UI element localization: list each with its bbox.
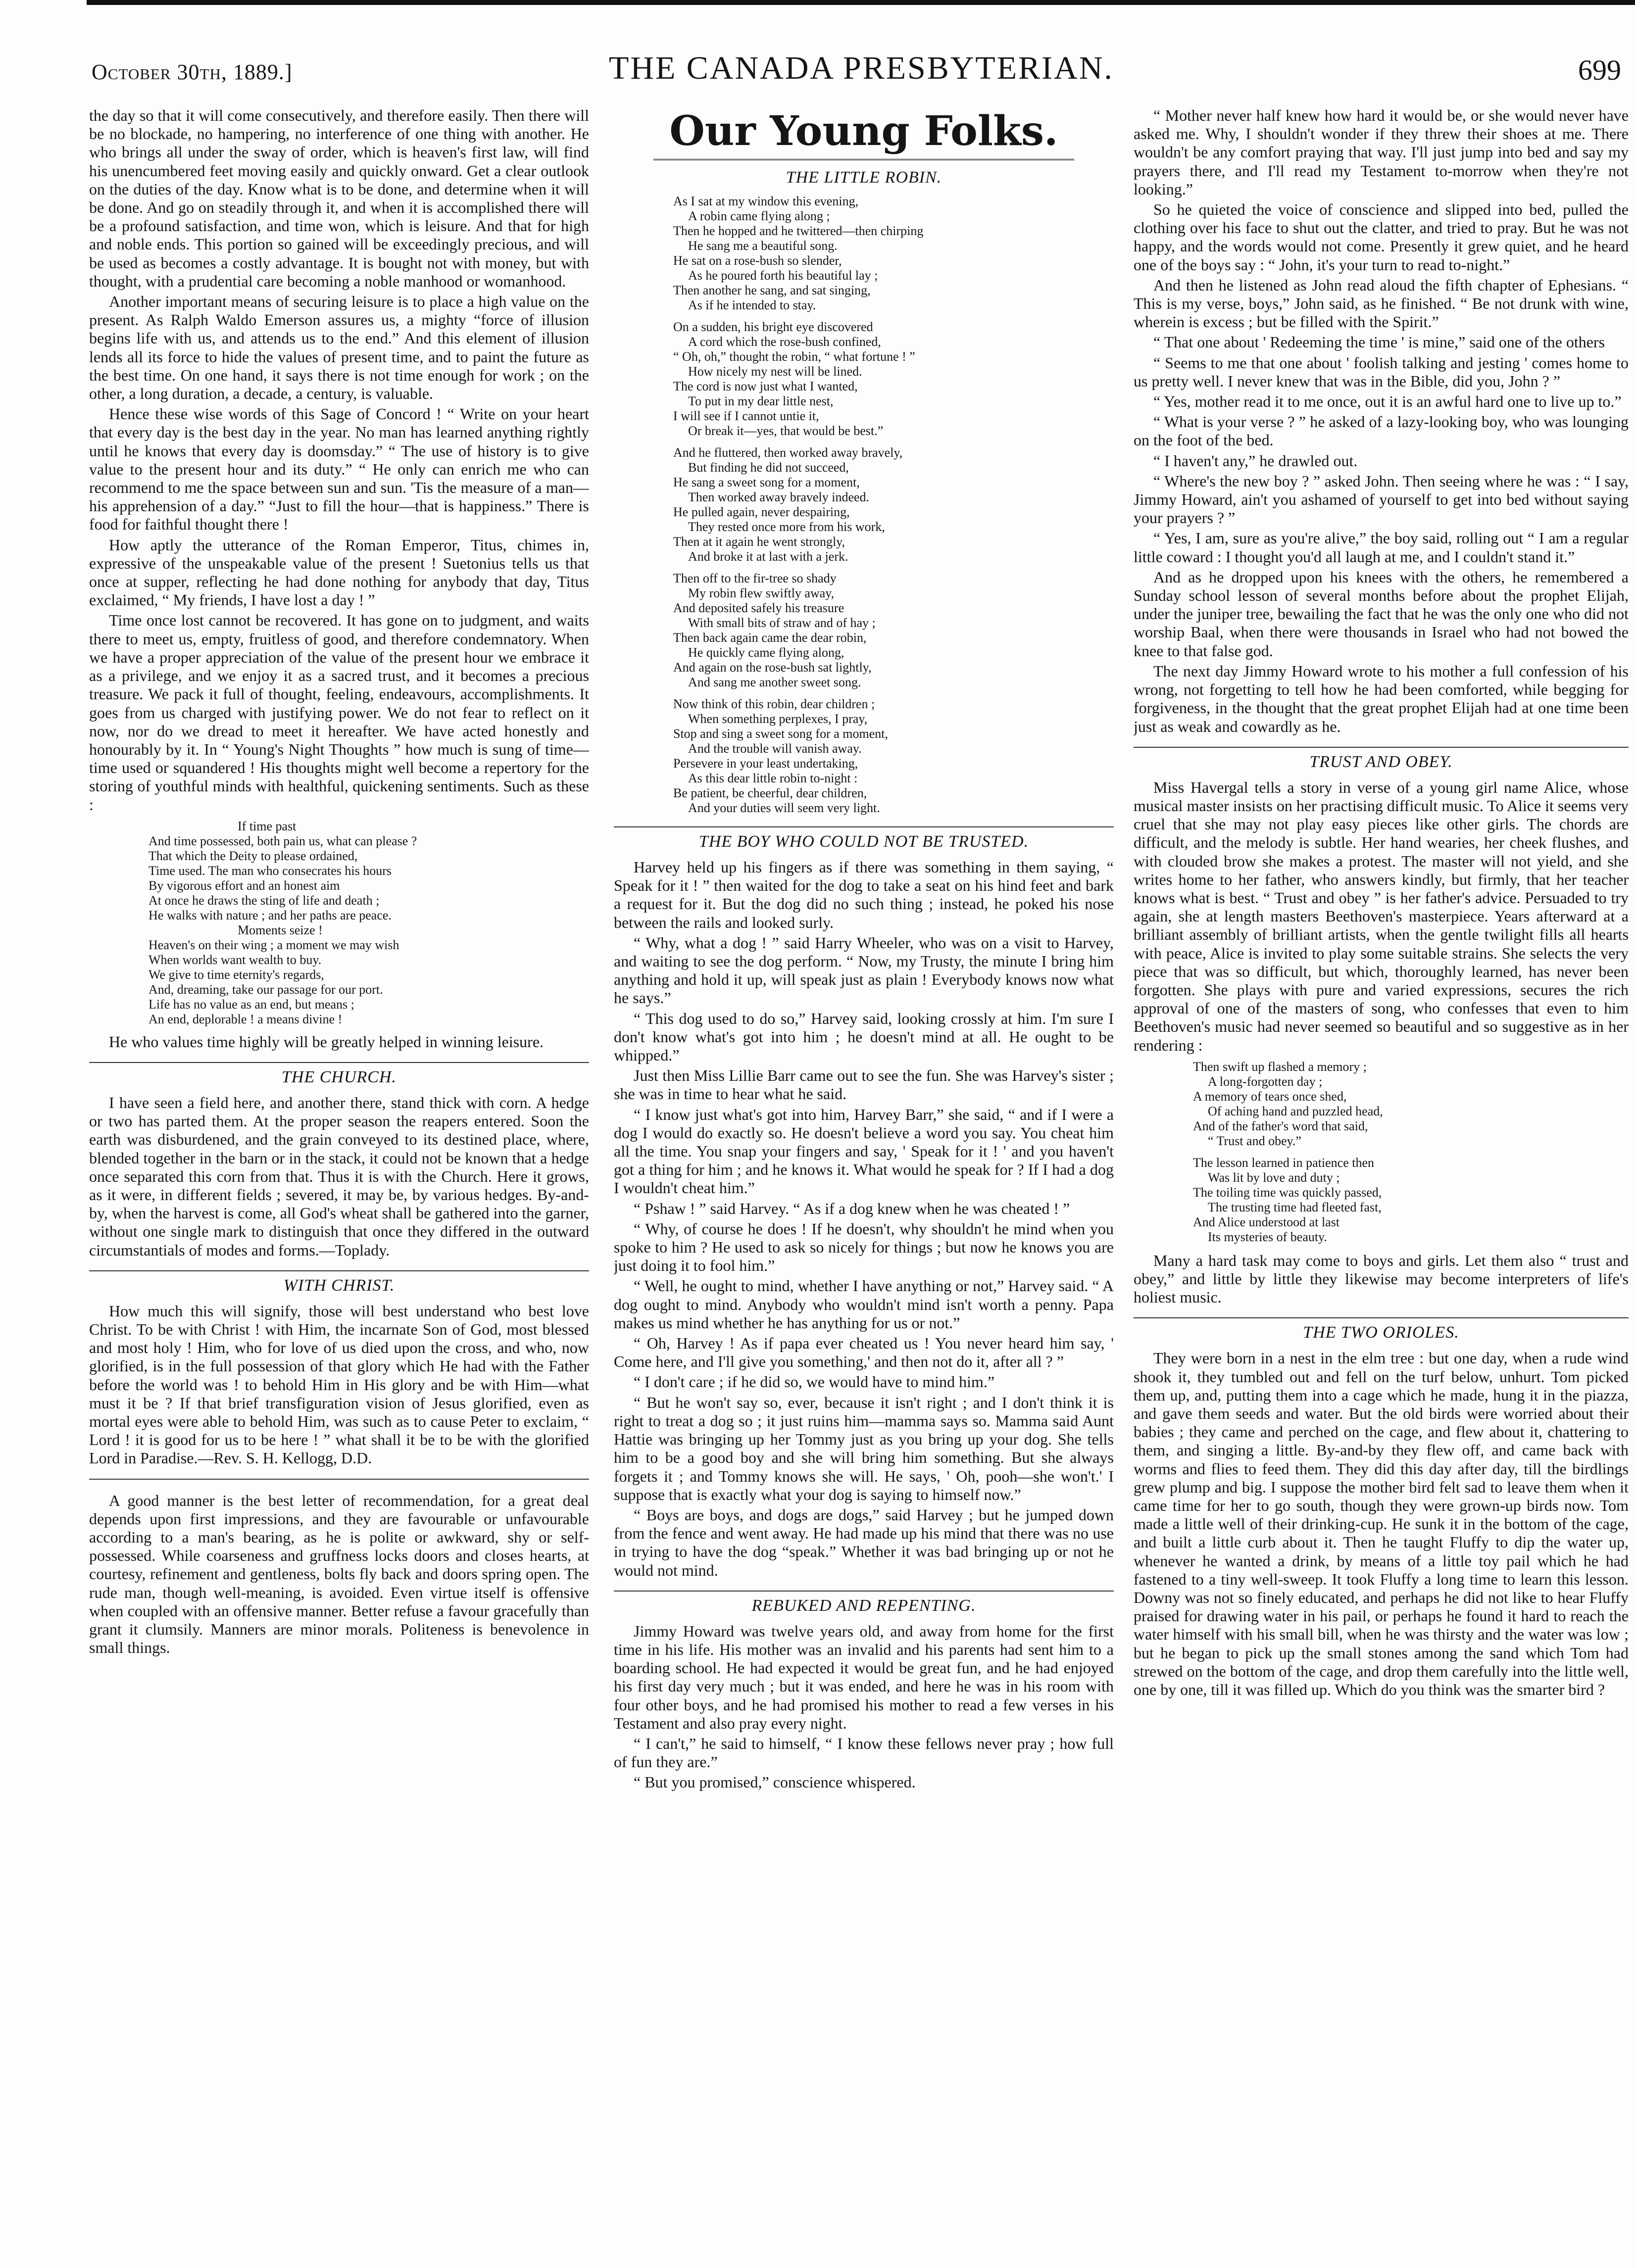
- paragraph: “ But he won't say so, ever, because it isn't right ; and I don't think it is right to treat a dog so ; it just ruins him—mamma says so. Mamma said Aunt Hattie was bringing up her Tommy just as you bring up your dog. She tells him to be a good boy and she will bring him something. But she always forgets it ; and Tommy knows she will. He says, ' Oh, pooh—she won't.' I suppose that is exactly what your dog is saying to himself now.”: [614, 1393, 1114, 1503]
- verse-line: As I sat at my window this evening,: [673, 194, 859, 208]
- verse-line: Was lit by love and duty ;: [1208, 1170, 1340, 1185]
- young-night-thoughts-poem: [149, 819, 589, 1027]
- page-number: 699: [1578, 54, 1621, 86]
- section-title-church: THE CHURCH.: [89, 1062, 589, 1087]
- verse-line: Stop and sing a sweet song for a moment,: [673, 726, 888, 741]
- paragraph: “ Pshaw ! ” said Harvey. “ As if a dog knew when he was cheated ! ”: [634, 1199, 1070, 1217]
- section-title-trust-obey: TRUST AND OBEY.: [1134, 747, 1629, 772]
- verse-line: Of aching hand and puzzled head,: [1208, 1104, 1383, 1118]
- section-title-with-christ: WITH CHRIST.: [89, 1270, 589, 1295]
- paragraph: So he quieted the voice of conscience and slipped into bed, pulled the clothing over his face to shut out the clatter, and tried to pray. But he was not happy, and the words would not come. Presently it grew quiet, and he heard one of the boys say : “ John, it's your turn to read to-night.”: [1134, 200, 1629, 274]
- verse-line: A robin came flying along ;: [688, 209, 830, 223]
- paragraph: “ Well, he ought to mind, whether I have anything or not,” Harvey said. “ A dog ought to mind. Anybody who wouldn't mind isn't worth a penny. Papa makes us mind whether he has anything for us or not.”: [614, 1277, 1114, 1332]
- right-column: [1134, 106, 1629, 2262]
- verse-line: If time past: [238, 819, 297, 833]
- section-title-little-robin: THE LITTLE ROBIN.: [786, 168, 942, 187]
- top-rule: [87, 0, 1635, 5]
- paragraph: How much this will signify, those will best understand who best love Christ. To be with Christ ! with Him, the incarnate Son of God, most blessed and most holy ! Him, who for love of us died upon the cross, and who, now glorified, is in the full possession of that glory which He had with the Father before the world was ! to behold Him in His glory and be with Him—what must it be ? If that brief transfiguration vision of Jesus glorified, even as mortal eyes were able to behold Him, was such as to cause Peter to exclaim, “ Lord ! it is good for us to be here ! ” what shall it be to be with the glorified Lord in Paradise.—Rev. S. H. Kellogg, D.D.: [89, 1302, 589, 1467]
- section-title-two-orioles: THE TWO ORIOLES.: [1134, 1317, 1629, 1342]
- verse-line: Life has no value as an end, but means ;: [149, 997, 354, 1012]
- verse-line: And time possessed, both pain us, what can please ?: [149, 833, 417, 848]
- verse-line: Then off to the fir-tree so shady: [673, 571, 837, 585]
- paragraph: He who values time highly will be greatly helped in winning leisure.: [109, 1032, 544, 1051]
- verse-line: And he fluttered, then worked away bravely,: [673, 445, 903, 460]
- paragraph: “ Why, of course he does ! If he doesn't, why shouldn't he mind when you spoke to him ? He used to ask so nicely for things ; but now he knows you are just doing it to fool him.”: [614, 1219, 1114, 1275]
- paragraph: They were born in a nest in the elm tree : but one day, when a rude wind shook it, they tumbled out and fell on the turf below, unhurt. Tom picked them up, and, putting them into a cage which he made, hung it in the piazza, and gave them seeds and water. But the old birds were worried about their babies ; they came and perched on the cage, and flew about it, chattering to them, and singing a little. By-and-by they flew off, and came back with worms and flies to feed them. They did this day after day, till the birdlings grew plump and big. I suppose the mother bird felt sad to leave them when it came time for her to go south, though they were grown-up birds now. Tom made a little well of their drinking-cup. He sunk it in the bottom of the cage, and built a little curb about it. Then he taught Fluffy to dip the water up, whenever he wanted a drink, by means of a little toy pail which he had fastened to a tiny well-sweep. It took Fluffy a long time to learn this lesson. Downy was not so finely educated, and perhaps he did not like to hear Fluffy praised for drawing water in his pail, or perhaps he found it hard to reach the water himself with his small bill, when he was thirsty and the water was low ; but he began to pick up the small stones among the sand which Tom had strewed on the bottom of the cage, and drop them carefully into the little well, one by one, till it was filled up. Which do you think was the smarter bird ?: [1134, 1349, 1629, 1699]
- verse-line: When something perplexes, I pray,: [688, 712, 868, 726]
- paragraph: Harvey held up his fingers as if there was something in them saying, “ Speak for it ! ” then waited for the dog to take a seat on his hind feet and bark a request for it. But the dog did no such thing ; instead, he poked his nose between the rails and looked surly.: [614, 858, 1114, 931]
- verse-line: Then swift up flashed a memory ;: [1193, 1059, 1367, 1074]
- verse-line: And your duties will seem very light.: [688, 801, 880, 815]
- paragraph: “ I haven't any,” he drawled out.: [1153, 451, 1358, 470]
- paragraph: “ Boys are boys, and dogs are dogs,” said Harvey ; but he jumped down from the fence and went away. He had made up his mind that there was no use in trying to have the dog “speak.” Whether it was bad bringing up or not he would not mind.: [614, 1505, 1114, 1579]
- verse-line: My robin flew swiftly away,: [688, 586, 835, 600]
- verse-line: As he poured forth his beautiful lay ;: [688, 268, 878, 283]
- paragraph: Hence these wise words of this Sage of Concord ! “ Write on your heart that every day is the best day in the year. No man has learned anything rightly until he knows that every day is doomsday.” “ The use of history is to give value to the present hour and its duty.” “ He only can enrich me who can recommend to me the space between sun and sun. 'Tis the measure of a man—his apprehension of a day.” “Just to fill the hour—that is happiness.” There is food for faithful thought there !: [89, 405, 589, 533]
- section-title-rebuked: REBUKED AND REPENTING.: [614, 1591, 1114, 1615]
- boy-story: [614, 858, 1114, 1580]
- paragraph: Many a hard task may come to boys and girls. Let them also “ trust and obey,” and little by little they likewise may become interpreters of life's holiest music.: [1134, 1251, 1629, 1306]
- verse-line: And broke it at last with a jerk.: [688, 549, 848, 564]
- verse-line: And of the father's word that said,: [1193, 1118, 1368, 1133]
- paragraph: “ Yes, I am, sure as you're alive,” the boy said, rolling out “ I am a regular little coward : I thought you'd all laugh at me, and I couldn't stand it.”: [1134, 529, 1629, 566]
- verse-line: He sang me a beautiful song.: [688, 239, 838, 253]
- stanza: [673, 697, 1114, 816]
- paragraph: “ I don't care ; if he did so, we would have to mind him.”: [634, 1373, 995, 1391]
- paragraph: “ Where's the new boy ? ” asked John. Then seeing where he was : “ I say, Jimmy Howard, ain't you ashamed of yourself to get into bed without saying your prayers ? ”: [1134, 472, 1629, 527]
- verse-line: He pulled again, never despairing,: [673, 505, 850, 519]
- verse-line: Then worked away bravely indeed.: [688, 490, 870, 504]
- paragraph: “ Seems to me that one about ' foolish talking and jesting ' comes home to us pretty well. I never knew that was in the Bible, did you, John ? ”: [1134, 353, 1629, 390]
- verse-line: The lesson learned in patience then: [1193, 1155, 1375, 1170]
- paragraph: “ Why, what a dog ! ” said Harry Wheeler, who was on a visit to Harvey, and waiting to see the dog perform. “ Now, my Trusty, the minute I bring him anything and hold it up, will speak just as plain ! Everybody knows now what he says.”: [614, 933, 1114, 1007]
- paragraph: “ Yes, mother read it to me once, out it is an awful hard one to live up to.”: [1153, 392, 1622, 411]
- verse-line: Now think of this robin, dear children ;: [673, 697, 875, 711]
- verse-line: And Alice understood at last: [1193, 1214, 1340, 1229]
- verse-line: The toiling time was quickly passed,: [1193, 1185, 1382, 1200]
- verse-line: To put in my dear little nest,: [688, 394, 834, 408]
- verse-line: And again on the rose-bush sat lightly,: [673, 660, 872, 675]
- verse-line: On a sudden, his bright eye discovered: [673, 320, 873, 334]
- paragraph: the day so that it will come consecutively, and therefore easily. Then there will be no blockade, no hampering, no interference of one thing with another. He who brings all under the sway of order, which is heaven's first law, will find his unencumbered feet moving easily and quickly onward. Get a clear outlook on the duties of the day. Know what is to be done, and determine when it will be done. And go on steadily through it, and when it is accomplished there will be a profound satisfaction, and time won, which is leisure. And that for high and noble ends. This portion so gained will be exceedingly precious, and will be used as becomes a costly advantage. It is bought not with money, but with thought, with a prudential care becoming a noble manhood or womanhood.: [89, 106, 589, 290]
- verse-line: Its mysteries of beauty.: [1208, 1229, 1327, 1244]
- rebuked-story-continued: [1134, 106, 1629, 736]
- verse-line: The cord is now just what I wanted,: [673, 379, 858, 393]
- verse-line: He quickly came flying along,: [688, 645, 844, 660]
- verse-line: But finding he did not succeed,: [688, 460, 849, 475]
- verse-line: The trusting time had fleeted fast,: [1208, 1200, 1382, 1214]
- verse-line: When worlds want wealth to buy.: [149, 952, 322, 967]
- verse-line: As if he intended to stay.: [688, 298, 816, 312]
- paragraph: Time once lost cannot be recovered. It has gone on to judgment, and waits there to meet us, empty, fruitless of good, and therefore condemnatory. When we have a proper appreciation of the value of the present hour we embrace it as a privilege, and we enjoy it as a sacred trust, and it becomes a precious treasure. We pack it full of thought, feeling, endeavours, accomplishments. It goes from us charged with justifying power. We do not fear to reflect on it now, nor do we dread to meet it hereafter. We have acted honestly and honourably by it. In “ Young's Night Thoughts ” how much is sung of time—time used or squandered ! His thoughts might well become a repertory for the storing of youthful minds with healthful, quickening sentiments. Such as these :: [89, 611, 589, 814]
- verse-line: They rested once more from his work,: [688, 520, 885, 534]
- verse-line: And the trouble will vanish away.: [688, 741, 862, 756]
- verse-line: Then another he sang, and sat singing,: [673, 283, 871, 297]
- paragraph: Miss Havergal tells a story in verse of a young girl name Alice, whose musical master insists on her practising difficult music. To Alice it seems very cruel that she may not play easy pieces like other girls. The chords are difficult, and the melody is subtle. Her hand wearies, her cheek flushes, and with clouded brow she makes a protest. The master will not yield, and she writes home to her father, who answers kindly, but firmly, that her teacher knows what is best. “ Trust and obey ” is her father's advice. Persuaded to try again, she at length masters Beethoven's masterpiece. Years afterward at a brilliant assembly of brilliant artists, when the gentle twilight fills all hearts with peace, Alice is invited to play some suitable strains. She selects the very piece that was so difficult, but which, thoroughly learned, has never been forgotten. She plays with pure and varied expressions, secures the rich approval of one of the masters of song, who confesses that even to him Beethoven's music had never seemed so beautiful and so suggestive as in her rendering :: [1134, 778, 1629, 1054]
- masthead-rule: [653, 159, 1074, 160]
- verse-line: He sat on a rose-bush so slender,: [673, 253, 842, 268]
- stanza: [1193, 1156, 1629, 1245]
- verse-line: He sang a sweet song for a moment,: [673, 475, 860, 489]
- paragraph: “ This dog used to do so,” Harvey said, looking crossly at him. I'm sure I don't know what's got into him ; he doesn't mind at all. He ought to be whipped.”: [614, 1009, 1114, 1064]
- stanza: [1193, 1060, 1629, 1149]
- paragraph: “ I can't,” he said to himself, “ I know these fellows never pray ; how full of fun they are.”: [614, 1734, 1114, 1771]
- paragraph: Another important means of securing leisure is to place a high value on the present. As Ralph Waldo Emerson assures us, a mighty “force of illusion begins life with us, and attends us to the end.” And this element of illusion lends all its force to hide the values of present time, and to paint the future as the best time. On one hand, it says there is not time enough for work ; on the other, a long duration, a decade, a century, is valuable.: [89, 292, 589, 403]
- section-title-boy-not-trusted: THE BOY WHO COULD NOT BE TRUSTED.: [614, 826, 1114, 851]
- paragraph: “ Mother never half knew how hard it would be, or she would never have asked me. Why, I shouldn't wonder if they threw their shoes at me. There wouldn't be any comfort praying that way. I'll just jump into bed and say my prayers there, and I'll read my Testament to-morrow when they're not looking.”: [1134, 106, 1629, 198]
- verse-line: With small bits of straw and of hay ;: [688, 616, 876, 630]
- middle-column: [614, 106, 1114, 2262]
- paragraph: “ What is your verse ? ” he asked of a lazy-looking boy, who was lounging on the foot of the bed.: [1134, 413, 1629, 449]
- paragraph: I have seen a field here, and another there, stand thick with corn. A hedge or two has parted them. At the proper season the reapers entered. Soon the earth was disburdened, and the grain conveyed to its destined place, where, blended together in the barn or in the stack, it could not be known that a hedge once separated this corn from that. Thus it is with the Church. Here it grows, as it were, in different fields ; severed, it may be, by various hedges. By-and-by, when the harvest is come, all God's wheat shall be gathered into the garner, without one single mark to distinguish that once they differed in the outward circumstantials of modes and forms.—Toplady.: [89, 1093, 589, 1259]
- paragraph: “ That one about ' Redeeming the time ' is mine,” said one of the others: [1153, 333, 1605, 351]
- verse-line: Heaven's on their wing ; a moment we may wish: [149, 937, 399, 952]
- verse-line: And sang me another sweet song.: [688, 675, 861, 689]
- verse-line: That which the Deity to please ordained,: [149, 848, 358, 863]
- verse-line: A cord which the rose-bush confined,: [688, 335, 881, 349]
- verse-line: And, dreaming, take our passage for our port.: [149, 982, 383, 997]
- verse-line: Then back again came the dear robin,: [673, 630, 867, 645]
- trust-obey-poem: [1193, 1060, 1629, 1245]
- paragraph: Jimmy Howard was twelve years old, and away from home for the first time in his life. His mother was an invalid and his parents had sent him to a boarding school. He had expected it would be great fun, and he had enjoyed his first day very much ; but it was ended, and here he was in his room with four other boys, and he had promised his mother to read a few verses in his Testament and also pray every night.: [614, 1622, 1114, 1732]
- verse-line: I will see if I cannot untie it,: [673, 409, 819, 423]
- paragraph: “ But you promised,” conscience whispered.: [634, 1773, 916, 1791]
- verse-line: We give to time eternity's regards,: [149, 967, 324, 982]
- verse-line: Moments seize !: [238, 922, 323, 937]
- rebuked-story: [614, 1622, 1114, 1792]
- paragraph: “ Oh, Harvey ! As if papa ever cheated us ! You never heard him say, ' Come here, and I'll give you something,' and then not do it, after all ? ”: [614, 1334, 1114, 1371]
- verse-line: He walks with nature ; and her paths are peace.: [149, 908, 392, 922]
- verse-line: At once he draws the sting of life and death ;: [149, 893, 380, 908]
- verse-line: Be patient, be cheerful, dear children,: [673, 786, 867, 800]
- page-header: [0, 0, 1635, 104]
- verse-line: Time used. The man who consecrates his hours: [149, 863, 392, 878]
- verse-line: Then at it again he went strongly,: [673, 534, 845, 549]
- verse-line: “ Oh, oh,” thought the robin, “ what fortune ! ”: [673, 349, 915, 364]
- verse-line: “ Trust and obey.”: [1208, 1133, 1301, 1148]
- stanza: [673, 194, 1114, 313]
- stanza: [673, 571, 1114, 690]
- little-robin-poem: [673, 194, 1114, 816]
- issue-date: October 30th, 1889.]: [92, 60, 293, 84]
- verse-line: Then he hopped and he twittered—then chirping: [673, 224, 924, 238]
- verse-line: An end, deplorable ! a means divine !: [149, 1012, 343, 1026]
- verse-line: By vigorous effort and an honest aim: [149, 878, 340, 893]
- newspaper-title: THE CANADA PRESBYTERIAN.: [609, 50, 1114, 86]
- our-young-folks-masthead: Our Young Folks.: [669, 107, 1058, 155]
- stanza: [673, 320, 1114, 438]
- verse-line: A long-forgotten day ;: [1208, 1074, 1323, 1089]
- paragraph: A good manner is the best letter of recommendation, for a great deal depends upon first impressions, and they are favourable or unfavourable according to a man's bearing, as he is polite or awkward, shy or self-possessed. While coarseness and gruffness locks doors and closes hearts, at courtesy, refinement and gentleness, bolts fly back and doors spring open. The rude man, though well-meaning, is avoided. Even virtue itself is offensive when coupled with an offensive manner. Better refuse a favour gracefully than grant it clumsily. Manners are minor morals. Politeness is benevolence in small things.: [89, 1491, 589, 1657]
- verse-line: And deposited safely his treasure: [673, 601, 844, 615]
- left-column: [89, 106, 589, 2262]
- stanza: [673, 445, 1114, 564]
- verse-line: Or break it—yes, that would be best.”: [688, 424, 884, 438]
- paragraph: “ I know just what's got into him, Harvey Barr,” she said, “ and if I were a dog I would do exactly so. He doesn't believe a word you say. You cheat him all the time. You snap your fingers and say, ' Speak for it ! ' and you haven't got a thing for him ; and he knows it. What would he speak for ? If I had a dog I wouldn't cheat him.”: [614, 1105, 1114, 1197]
- paragraph: And as he dropped upon his knees with the others, he remembered a Sunday school lesson of several months before about the prophet Elijah, under the juniper tree, bewailing the fact that he was the only one who did not worship Baal, when there were thousands in Israel who had not bowed the knee to that false god.: [1134, 568, 1629, 660]
- verse-line: How nicely my nest will be lined.: [688, 364, 862, 379]
- verse-line: A memory of tears once shed,: [1193, 1089, 1347, 1104]
- paragraph: How aptly the utterance of the Roman Emperor, Titus, chimes in, expressive of the unspeakable value of the present ! Suetonius tells us that once at supper, reflecting he had done nothing for anybody that day, Titus exclaimed, “ My friends, I have lost a day ! ”: [89, 535, 589, 609]
- section-divider: [89, 1479, 589, 1485]
- paragraph: And then he listened as John read aloud the fifth chapter of Ephesians. “ This is my verse, boys,” John said, as he finished. “ Be not drunk with wine, wherein is excess ; but be filled with the Spirit.”: [1134, 276, 1629, 331]
- verse-line: Persevere in your least undertaking,: [673, 756, 858, 771]
- verse-line: As this dear little robin to-night :: [688, 771, 858, 785]
- paragraph: Just then Miss Lillie Barr came out to see the fun. She was Harvey's sister ; she was in time to hear what he said.: [614, 1066, 1114, 1103]
- paragraph: The next day Jimmy Howard wrote to his mother a full confession of his wrong, not forgetting to tell how he had been comforted, while begging for forgiveness, in the thought that the great prophet Elijah had at one time been just as weak and cowardly as he.: [1134, 662, 1629, 735]
